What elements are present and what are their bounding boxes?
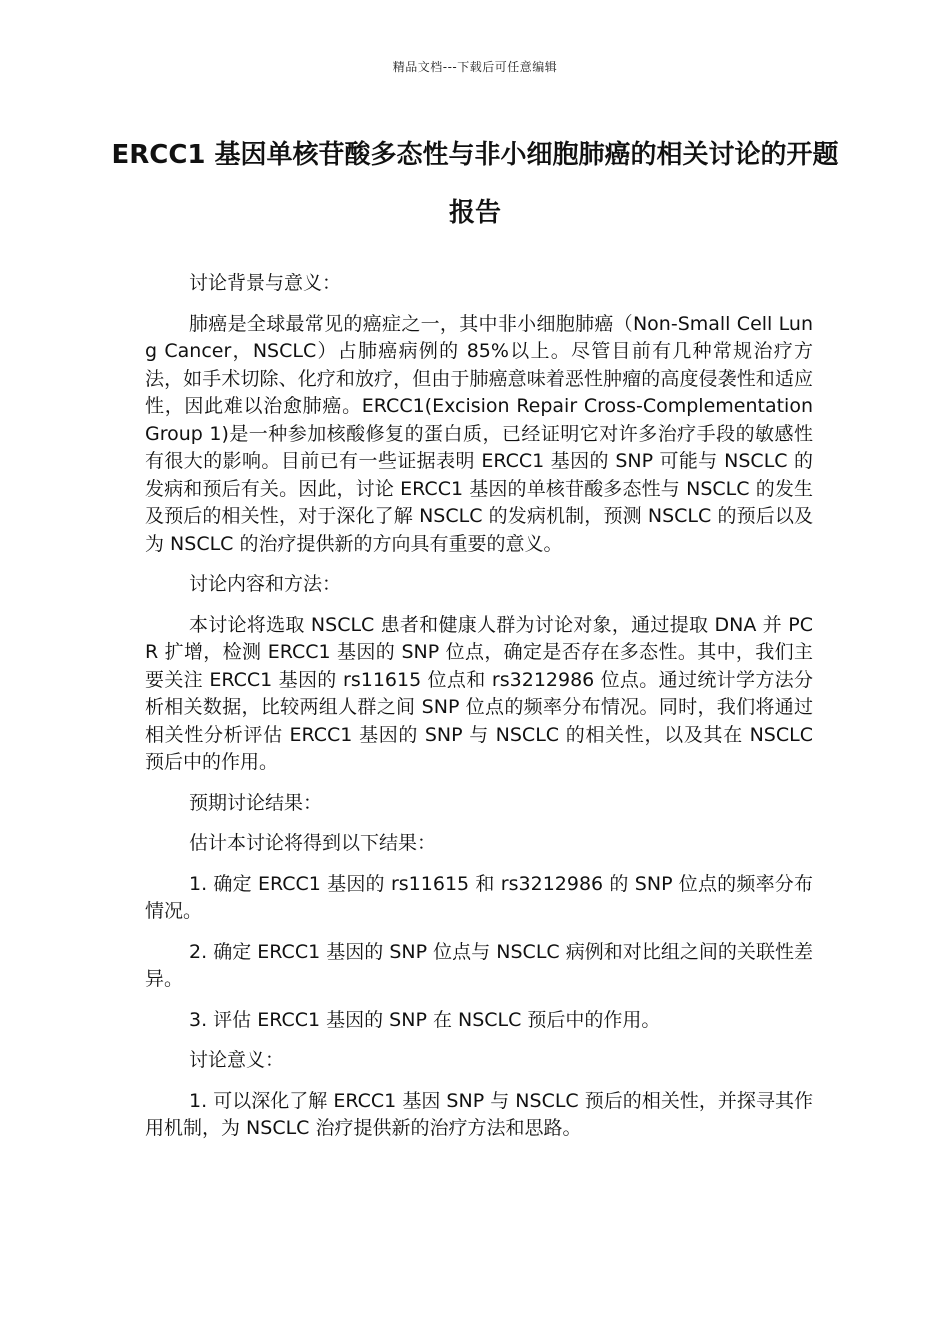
results-item-2: 2. 确定 ERCC1 基因的 SNP 位点与 NSCLC 病例和对比组之间的关联性差异。 <box>145 940 813 990</box>
methods-heading: 讨论内容和方法： <box>189 573 342 595</box>
results-item-3: 3. 评估 ERCC1 基因的 SNP 在 NSCLC 预后中的作用。 <box>189 1008 661 1031</box>
significance-heading: 讨论意义： <box>189 1049 285 1071</box>
header-note: 精品文档---下载后可任意编辑 <box>392 60 558 74</box>
document-body <box>145 270 813 1156</box>
background-paragraph: 肺癌是全球最常见的癌症之一，其中非小细胞肺癌（Non-Small Cell Lung Cancer，NSCLC）占肺癌病例的 85%以上。尽管目前有几种常规治疗方法，如手术切除、化疗和放疗，但由于肺癌意味着恶性肿瘤的高度侵袭性和适应性，因此难以治愈肺癌。ERCC1(Excision Repair Cross-Complementation Group 1)是一种参加核酸修复的蛋白质，已经证明它对许多治疗手段的敏感性有很大的影响。目前已有一些证据表明 ERCC1 基因的 SNP 可能与 NSCLC 的发病和预后有关。因此，讨论 ERCC1 基因的单核苷酸多态性与 NSCLC 的发生及预后的相关性，对于深化了解 NSCLC 的发病机制，预测 NSCLC 的预后以及为 NSCLC 的治疗提供新的方向具有重要的意义。 <box>145 312 813 555</box>
methods-paragraph: 本讨论将选取 NSCLC 患者和健康人群为讨论对象，通过提取 DNA 并 PCR 扩增，检测 ERCC1 基因的 SNP 位点，确定是否存在多态性。其中，我们主要关注 ERCC1 基因的 rs11615 位点和 rs3212986 位点。通过统计学方法分析相关数据，比较两组人群之间 SNP 位点的频率分布情况。同时，我们将通过相关性分析评估 ERCC1 基因的 SNP 与 NSCLC 的相关性，以及其在 NSCLC 预后中的作用。 <box>145 613 813 773</box>
results-heading: 预期讨论结果： <box>189 791 323 814</box>
results-intro: 估计本讨论将得到以下结果： <box>189 832 437 854</box>
results-item-1: 1. 确定 ERCC1 基因的 rs11615 和 rs3212986 的 SNP 位点的频率分布情况。 <box>145 872 813 922</box>
document-title: ERCC1 基因单核苷酸多态性与非小细胞肺癌的相关讨论的开题报告 <box>111 140 839 228</box>
significance-item-1: 1. 可以深化了解 ERCC1 基因 SNP 与 NSCLC 预后的相关性，并探寻其作用机制，为 NSCLC 治疗提供新的治疗方法和思路。 <box>145 1089 813 1139</box>
background-heading: 讨论背景与意义： <box>189 272 342 294</box>
